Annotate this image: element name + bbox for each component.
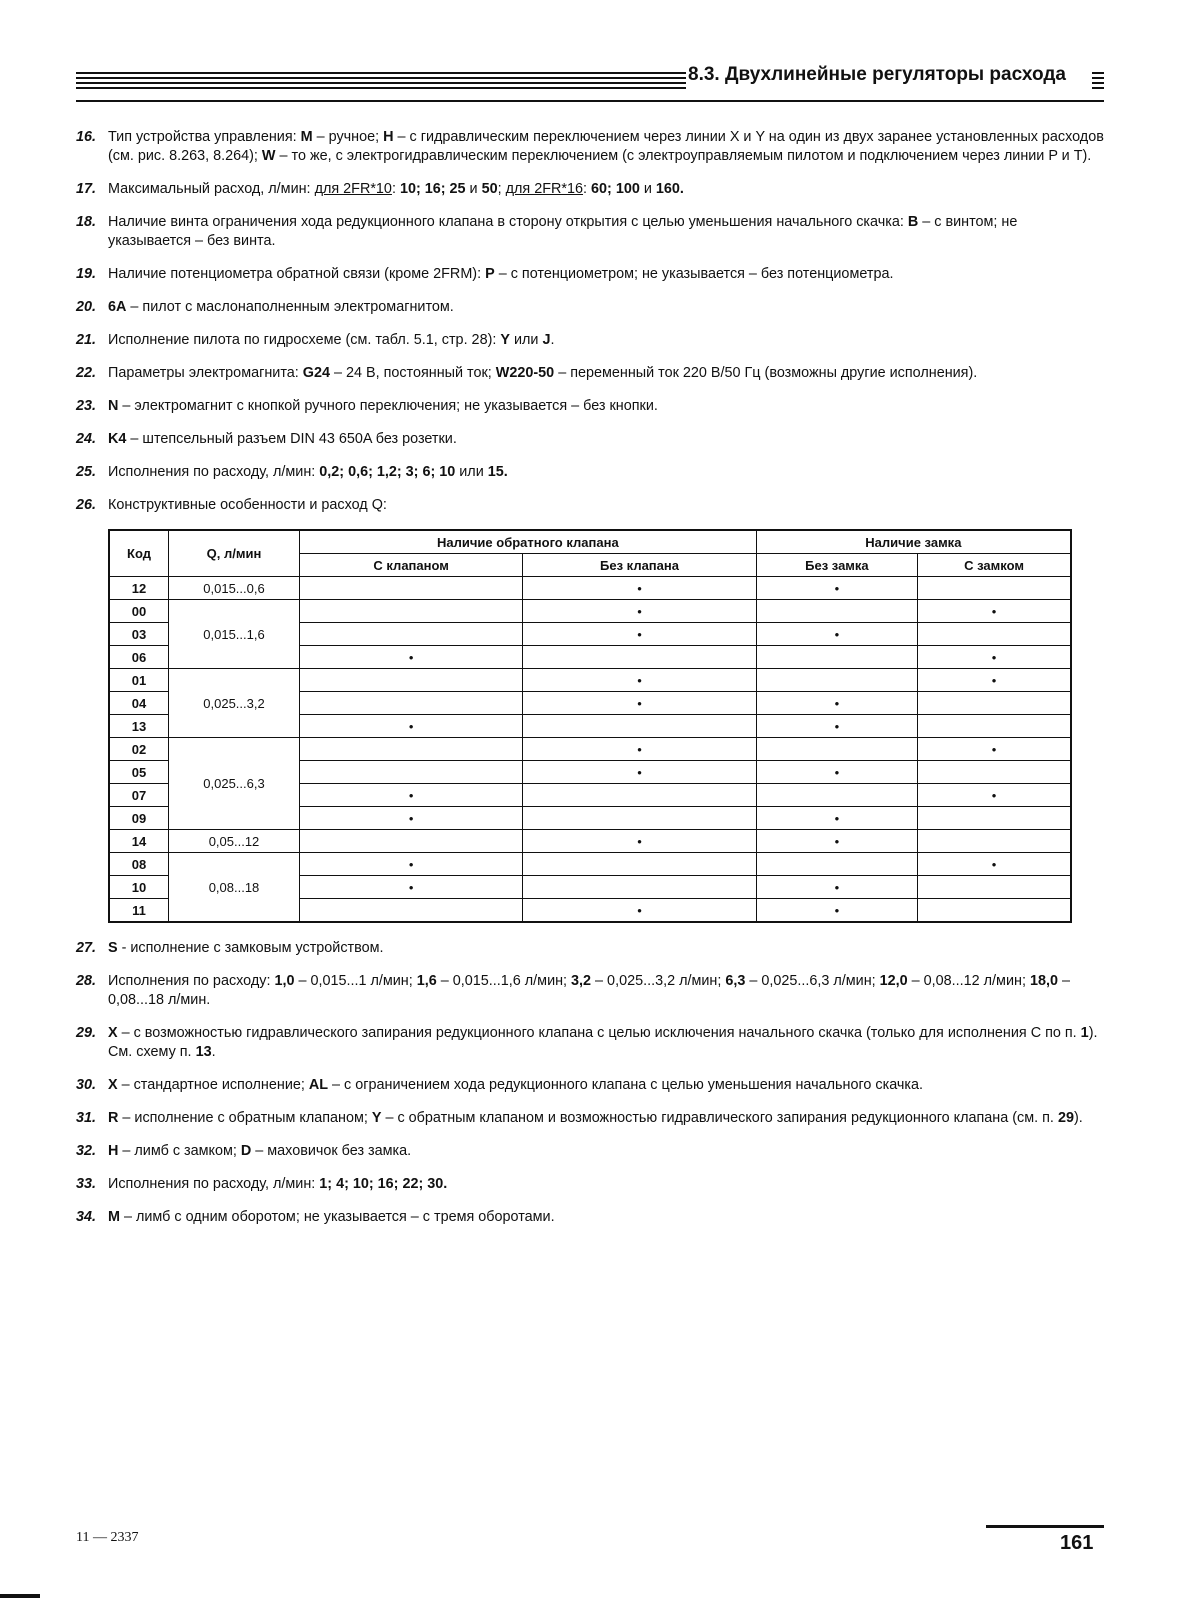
code-cell: 13 bbox=[109, 715, 169, 738]
code-cell: 12 bbox=[109, 577, 169, 600]
table-row bbox=[109, 669, 1071, 692]
with-lock-cell bbox=[918, 715, 1071, 738]
without-lock-cell bbox=[756, 715, 917, 738]
footer-rule bbox=[986, 1525, 1104, 1528]
item-text bbox=[108, 497, 387, 513]
text-run: – 0,025...6,3 л/мин; bbox=[745, 973, 880, 989]
item-text bbox=[108, 431, 457, 447]
bullet-mark: • bbox=[408, 787, 414, 803]
bullet-mark: • bbox=[834, 695, 840, 711]
bullet-mark: • bbox=[408, 810, 414, 826]
with-valve-cell bbox=[300, 623, 523, 646]
header-rule-lines bbox=[76, 72, 686, 96]
item-number: 30. bbox=[76, 1077, 97, 1093]
bullet-mark: • bbox=[834, 879, 840, 895]
with-valve-cell bbox=[300, 853, 523, 876]
bullet-mark: • bbox=[408, 718, 414, 734]
without-lock-cell bbox=[756, 761, 917, 784]
bullet-mark: • bbox=[637, 902, 642, 918]
item-number: 25. bbox=[76, 464, 97, 480]
list-item bbox=[76, 180, 1104, 199]
with-lock-cell bbox=[918, 738, 1071, 761]
without-valve-cell bbox=[523, 715, 756, 738]
text-run: W bbox=[261, 148, 276, 164]
bullet-mark: • bbox=[637, 764, 642, 780]
item-text bbox=[108, 214, 1017, 249]
without-lock-cell bbox=[756, 876, 917, 899]
item-number: 33. bbox=[76, 1176, 97, 1192]
text-run: 160. bbox=[655, 181, 684, 197]
item-number: 18. bbox=[76, 214, 97, 230]
text-run: Наличие винта ограничения хода редукционного клапана в сторону открытия с целью уменьшения начального скачка: bbox=[108, 214, 908, 230]
item-text bbox=[108, 299, 454, 315]
item-number: 21. bbox=[76, 332, 97, 348]
code-cell: 07 bbox=[109, 784, 169, 807]
bullet-mark: • bbox=[991, 649, 997, 665]
without-lock-cell bbox=[756, 646, 917, 669]
without-valve-cell bbox=[523, 738, 756, 761]
bullet-mark: • bbox=[408, 649, 414, 665]
list-item bbox=[76, 430, 1104, 449]
text-run: для 2FR*16 bbox=[505, 181, 584, 197]
text-run: N bbox=[108, 398, 119, 414]
list-item bbox=[76, 213, 1104, 251]
without-lock-cell bbox=[756, 853, 917, 876]
bullet-mark: • bbox=[637, 580, 642, 596]
without-valve-cell bbox=[523, 899, 756, 923]
with-valve-cell bbox=[300, 577, 523, 600]
text-run: – маховичок без замка. bbox=[251, 1143, 412, 1159]
table-row bbox=[109, 600, 1071, 623]
q-cell: 0,025...6,3 bbox=[169, 738, 300, 830]
with-valve-cell bbox=[300, 899, 523, 923]
text-run: P bbox=[485, 266, 495, 282]
q-cell: 0,05...12 bbox=[169, 830, 300, 853]
bullet-mark: • bbox=[834, 718, 840, 734]
with-valve-cell bbox=[300, 784, 523, 807]
text-run: 60; 100 bbox=[591, 181, 640, 197]
with-valve-cell bbox=[300, 715, 523, 738]
text-run: 13 bbox=[195, 1044, 212, 1060]
code-cell: 00 bbox=[109, 600, 169, 623]
table-row bbox=[109, 577, 1071, 600]
text-run: – с возможностью гидравлического запирания редукционного клапана с целью исключения начального скачка (только для исполнения С по п. bbox=[117, 1025, 1081, 1041]
text-run: : bbox=[583, 181, 592, 197]
text-run: и bbox=[639, 181, 656, 197]
with-lock-cell bbox=[918, 692, 1071, 715]
text-run: – с обратным клапаном и возможностью гидравлического запирания редукционного клапана (см. п. bbox=[381, 1110, 1058, 1126]
q-cell: 0,015...1,6 bbox=[169, 600, 300, 669]
text-run: . bbox=[211, 1044, 216, 1060]
text-run: B bbox=[907, 214, 919, 230]
text-run: – с гидравлическим переключением через линии X и Y на один из двух заранее установленных расходов (см. рис. 8.263, 8.264); bbox=[108, 129, 1104, 164]
header-q: Q, л/мин bbox=[169, 530, 300, 577]
text-run: – лимб с одним оборотом; не указывается – с тремя оборотами. bbox=[120, 1209, 555, 1225]
text-run: – электромагнит с кнопкой ручного переключения; не указывается – без кнопки. bbox=[118, 398, 658, 414]
item-text bbox=[108, 940, 384, 956]
bullet-mark: • bbox=[834, 902, 840, 918]
table-row bbox=[109, 853, 1071, 876]
item-text bbox=[108, 181, 684, 197]
bullet-mark: • bbox=[408, 856, 414, 872]
list-item bbox=[76, 939, 1104, 958]
bullet-mark: • bbox=[408, 879, 414, 895]
text-run: – 24 В, постоянный ток; bbox=[329, 365, 496, 381]
list-item bbox=[76, 1142, 1104, 1161]
list-item bbox=[76, 265, 1104, 284]
without-valve-cell bbox=[523, 876, 756, 899]
text-run: - исполнение с замковым устройством. bbox=[117, 940, 384, 956]
q-cell: 0,025...3,2 bbox=[169, 669, 300, 738]
code-cell: 09 bbox=[109, 807, 169, 830]
without-lock-cell bbox=[756, 600, 917, 623]
text-run: D bbox=[240, 1143, 252, 1159]
with-lock-cell bbox=[918, 761, 1071, 784]
text-run: : bbox=[391, 181, 400, 197]
item-text bbox=[108, 365, 977, 381]
text-run: 18,0 bbox=[1029, 973, 1058, 989]
item-text bbox=[108, 1143, 411, 1159]
flow-table bbox=[108, 529, 1072, 923]
text-run: – 0,015...1,6 л/мин; bbox=[436, 973, 572, 989]
text-run: M bbox=[300, 129, 313, 145]
text-run: S bbox=[108, 940, 118, 956]
bullet-mark: • bbox=[834, 626, 840, 642]
text-run: Исполнения по расходу, л/мин: bbox=[108, 1176, 320, 1192]
without-lock-cell bbox=[756, 807, 917, 830]
code-cell: 06 bbox=[109, 646, 169, 669]
text-run: 1,6 bbox=[416, 973, 437, 989]
bullet-mark: • bbox=[834, 833, 840, 849]
header-valve-group: Наличие обратного клапана bbox=[300, 530, 757, 554]
bullet-mark: • bbox=[834, 580, 840, 596]
text-run: – 0,08...18 л/мин. bbox=[108, 973, 1070, 1008]
with-lock-cell bbox=[918, 899, 1071, 923]
item-text bbox=[108, 464, 508, 480]
text-run: Максимальный расход, л/мин: bbox=[108, 181, 315, 197]
text-run: 10; 16; 25 bbox=[399, 181, 466, 197]
list-item bbox=[76, 128, 1104, 166]
text-run: ; bbox=[497, 181, 506, 197]
bullet-mark: • bbox=[637, 626, 642, 642]
item-number: 29. bbox=[76, 1025, 97, 1041]
bullet-mark: • bbox=[637, 603, 642, 619]
text-run: Параметры электромагнита: bbox=[108, 365, 303, 381]
without-lock-cell bbox=[756, 577, 917, 600]
item-text bbox=[108, 1077, 923, 1093]
notes-list bbox=[76, 128, 1104, 1241]
item-number: 31. bbox=[76, 1110, 97, 1126]
footer-code: 11 — 2337 bbox=[76, 1530, 139, 1545]
without-valve-cell bbox=[523, 600, 756, 623]
with-lock-cell bbox=[918, 807, 1071, 830]
text-run: 50 bbox=[481, 181, 498, 197]
header-lock-group: Наличие замка bbox=[756, 530, 1071, 554]
without-valve-cell bbox=[523, 761, 756, 784]
without-valve-cell bbox=[523, 577, 756, 600]
header-with-valve: С клапаном bbox=[300, 554, 523, 577]
table-row bbox=[109, 738, 1071, 761]
text-run: – 0,015...1 л/мин; bbox=[294, 973, 417, 989]
item-number: 32. bbox=[76, 1143, 97, 1159]
item-number: 16. bbox=[76, 129, 97, 145]
text-run: 6,3 bbox=[725, 973, 746, 989]
text-run: 1 bbox=[1080, 1025, 1089, 1041]
bullet-mark: • bbox=[991, 787, 997, 803]
text-run: X bbox=[108, 1077, 118, 1093]
text-run: – пилот с маслонаполненным электромагнитом. bbox=[126, 299, 454, 315]
text-run: M bbox=[108, 1209, 120, 1225]
code-cell: 03 bbox=[109, 623, 169, 646]
header-end-mark bbox=[1092, 72, 1104, 92]
code-cell: 01 bbox=[109, 669, 169, 692]
list-item bbox=[76, 397, 1104, 416]
text-run: J bbox=[542, 332, 551, 348]
text-run: X bbox=[108, 1025, 118, 1041]
bullet-mark: • bbox=[991, 672, 997, 688]
text-run: – 0,08...12 л/мин; bbox=[907, 973, 1030, 989]
item-number: 17. bbox=[76, 181, 97, 197]
corner-mark bbox=[0, 1594, 40, 1598]
bullet-mark: • bbox=[637, 741, 642, 757]
with-valve-cell bbox=[300, 807, 523, 830]
text-run: W220-50 bbox=[495, 365, 555, 381]
text-run: Исполнение пилота по гидросхеме (см. табл. 5.1, стр. 28): bbox=[108, 332, 501, 348]
bullet-mark: • bbox=[637, 672, 642, 688]
with-valve-cell bbox=[300, 761, 523, 784]
with-lock-cell bbox=[918, 669, 1071, 692]
with-lock-cell bbox=[918, 876, 1071, 899]
item-number: 24. bbox=[76, 431, 97, 447]
with-valve-cell bbox=[300, 669, 523, 692]
list-item bbox=[76, 364, 1104, 383]
text-run: 29 bbox=[1057, 1110, 1074, 1126]
text-run: и bbox=[465, 181, 482, 197]
without-lock-cell bbox=[756, 830, 917, 853]
list-item bbox=[76, 972, 1104, 1010]
without-valve-cell bbox=[523, 623, 756, 646]
text-run: H bbox=[383, 129, 394, 145]
code-cell: 11 bbox=[109, 899, 169, 923]
item-number: 34. bbox=[76, 1209, 97, 1225]
item-text bbox=[108, 1025, 1097, 1060]
item-number: 22. bbox=[76, 365, 97, 381]
without-valve-cell bbox=[523, 807, 756, 830]
text-run: K4 bbox=[108, 431, 127, 447]
item-text bbox=[108, 398, 658, 414]
text-run: – ручное; bbox=[312, 129, 384, 145]
text-run: Конструктивные особенности и расход Q: bbox=[108, 497, 387, 513]
item-number: 20. bbox=[76, 299, 97, 315]
item-text bbox=[108, 332, 554, 348]
header-underline bbox=[76, 100, 1104, 102]
list-item bbox=[76, 1208, 1104, 1227]
header-with-lock: С замком bbox=[918, 554, 1071, 577]
item-text bbox=[108, 973, 1070, 1008]
without-lock-cell bbox=[756, 623, 917, 646]
text-run: 12,0 bbox=[879, 973, 908, 989]
with-valve-cell bbox=[300, 738, 523, 761]
text-run: – 0,025...3,2 л/мин; bbox=[591, 973, 726, 989]
header-without-valve: Без клапана bbox=[523, 554, 756, 577]
without-valve-cell bbox=[523, 853, 756, 876]
text-run: или bbox=[509, 332, 543, 348]
list-item bbox=[76, 1109, 1104, 1128]
text-run: H bbox=[108, 1143, 119, 1159]
text-run: Тип устройства управления: bbox=[108, 129, 301, 145]
list-item bbox=[76, 496, 1104, 515]
text-run: 15. bbox=[487, 464, 508, 480]
header-without-lock: Без замка bbox=[756, 554, 917, 577]
text-run: – с потенциометром; не указывается – без потенциометра. bbox=[494, 266, 894, 282]
text-run: 6A bbox=[108, 299, 127, 315]
without-valve-cell bbox=[523, 830, 756, 853]
text-run: – стандартное исполнение; bbox=[117, 1077, 309, 1093]
text-run: G24 bbox=[302, 365, 330, 381]
q-cell: 0,015...0,6 bbox=[169, 577, 300, 600]
list-item bbox=[76, 463, 1104, 482]
without-lock-cell bbox=[756, 738, 917, 761]
text-run: – исполнение с обратным клапаном; bbox=[118, 1110, 372, 1126]
with-valve-cell bbox=[300, 692, 523, 715]
text-run: AL bbox=[308, 1077, 329, 1093]
with-valve-cell bbox=[300, 646, 523, 669]
code-cell: 10 bbox=[109, 876, 169, 899]
text-run: Исполнения по расходу: bbox=[108, 973, 275, 989]
q-cell: 0,08...18 bbox=[169, 853, 300, 923]
list-item bbox=[76, 1175, 1104, 1194]
without-lock-cell bbox=[756, 784, 917, 807]
with-lock-cell bbox=[918, 830, 1071, 853]
item-text bbox=[108, 129, 1104, 164]
with-valve-cell bbox=[300, 876, 523, 899]
text-run: 1,0 bbox=[274, 973, 295, 989]
code-cell: 14 bbox=[109, 830, 169, 853]
bullet-mark: • bbox=[991, 741, 997, 757]
with-lock-cell bbox=[918, 853, 1071, 876]
text-run: 3,2 bbox=[571, 973, 592, 989]
header-code: Код bbox=[109, 530, 169, 577]
table-header-row bbox=[109, 530, 1071, 554]
text-run: . bbox=[550, 332, 555, 348]
text-run: 0,2; 0,6; 1,2; 3; 6; 10 bbox=[319, 464, 456, 480]
item-number: 19. bbox=[76, 266, 97, 282]
text-run: ). bbox=[1073, 1110, 1083, 1126]
item-number: 27. bbox=[76, 940, 97, 956]
with-lock-cell bbox=[918, 784, 1071, 807]
with-valve-cell bbox=[300, 600, 523, 623]
item-text bbox=[108, 1110, 1083, 1126]
item-text bbox=[108, 266, 893, 282]
bullet-mark: • bbox=[991, 856, 997, 872]
text-run: – с ограничением хода редукционного клапана с целью уменьшения начального скачка. bbox=[328, 1077, 924, 1093]
with-lock-cell bbox=[918, 623, 1071, 646]
list-item bbox=[76, 331, 1104, 350]
text-run: – с винтом; не указывается – без винта. bbox=[108, 214, 1018, 249]
without-valve-cell bbox=[523, 669, 756, 692]
list-item bbox=[76, 1076, 1104, 1095]
list-item bbox=[76, 298, 1104, 317]
text-run: Исполнения по расходу, л/мин: bbox=[108, 464, 320, 480]
with-valve-cell bbox=[300, 830, 523, 853]
text-run: – переменный ток 220 В/50 Гц (возможны другие исполнения). bbox=[554, 365, 978, 381]
text-run: Y bbox=[500, 332, 510, 348]
code-cell: 04 bbox=[109, 692, 169, 715]
with-lock-cell bbox=[918, 577, 1071, 600]
list-item bbox=[76, 1024, 1104, 1062]
bullet-mark: • bbox=[834, 764, 840, 780]
without-lock-cell bbox=[756, 692, 917, 715]
code-cell: 02 bbox=[109, 738, 169, 761]
code-cell: 05 bbox=[109, 761, 169, 784]
item-number: 23. bbox=[76, 398, 97, 414]
bullet-mark: • bbox=[637, 833, 642, 849]
bullet-mark: • bbox=[637, 695, 642, 711]
bullet-mark: • bbox=[834, 810, 840, 826]
text-run: – штепсельный разъем DIN 43 650A без розетки. bbox=[126, 431, 457, 447]
page-number: 161 bbox=[1060, 1532, 1094, 1554]
section-title: 8.3. Двухлинейные регуляторы расхода bbox=[688, 64, 1066, 85]
bullet-mark: • bbox=[991, 603, 997, 619]
item-text bbox=[108, 1176, 447, 1192]
text-run: ). См. схему п. bbox=[108, 1025, 1098, 1060]
text-run: – то же, с электрогидравлическим переключением (с электроуправляемым пилотом и подключением через линии P и T). bbox=[275, 148, 1092, 164]
text-run: или bbox=[455, 464, 488, 480]
with-lock-cell bbox=[918, 646, 1071, 669]
text-run: Y bbox=[371, 1110, 382, 1126]
table-row bbox=[109, 830, 1071, 853]
text-run: 1; 4; 10; 16; 22; 30. bbox=[319, 1176, 448, 1192]
text-run: Наличие потенциометра обратной связи (кроме 2FRM): bbox=[108, 266, 486, 282]
without-valve-cell bbox=[523, 784, 756, 807]
item-number: 26. bbox=[76, 497, 97, 513]
without-valve-cell bbox=[523, 692, 756, 715]
code-cell: 08 bbox=[109, 853, 169, 876]
text-run: – лимб с замком; bbox=[118, 1143, 241, 1159]
without-lock-cell bbox=[756, 669, 917, 692]
page-header bbox=[76, 64, 1104, 104]
text-run: для 2FR*10 bbox=[314, 181, 392, 197]
without-valve-cell bbox=[523, 646, 756, 669]
item-number: 28. bbox=[76, 973, 97, 989]
text-run: R bbox=[108, 1110, 119, 1126]
with-lock-cell bbox=[918, 600, 1071, 623]
item-text bbox=[108, 1209, 555, 1225]
without-lock-cell bbox=[756, 899, 917, 923]
